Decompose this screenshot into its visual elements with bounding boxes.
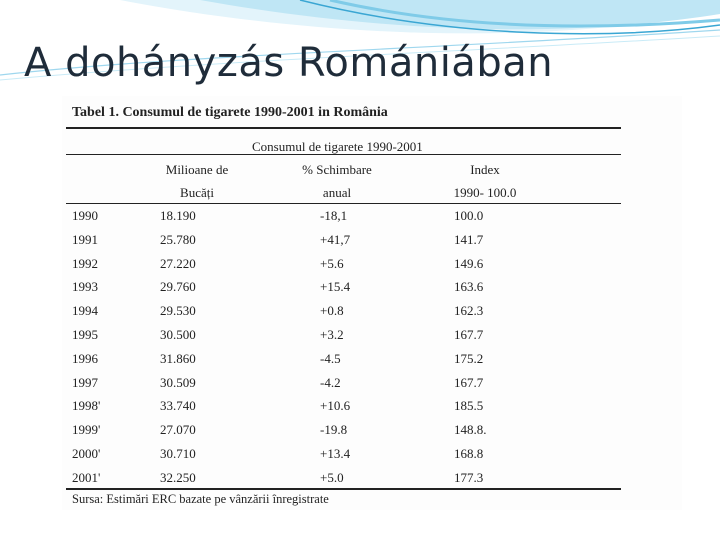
cell-change: -18,1 (320, 208, 348, 223)
cell-index: 149.6 (454, 255, 484, 271)
table-row (62, 275, 682, 299)
cell-millions: 27.220 (160, 255, 196, 271)
cell-millions: 18.190 (160, 208, 196, 223)
cell-year: 2000' (72, 445, 101, 461)
cell-index: 141.7 (454, 231, 484, 247)
table-bottom-rule (66, 488, 621, 490)
table-row (62, 394, 682, 418)
table-row (62, 228, 682, 252)
cell-millions: 30.710 (160, 445, 196, 461)
column-header-line: Milioane de (165, 162, 229, 177)
table-caption: Tabel 1. Consumul de tigarete 1990-2001 in România (72, 105, 388, 120)
cell-year: 1991 (72, 231, 98, 247)
cell-index: 148.8. (454, 422, 487, 438)
cell-millions: 25.780 (160, 231, 196, 247)
column-header-line: anual (322, 185, 352, 200)
table-row (62, 204, 682, 228)
column-header-millions (132, 158, 262, 204)
table-top-rule (66, 127, 621, 129)
cell-year: 1997 (72, 374, 98, 390)
cell-change: +13.4 (320, 445, 351, 461)
cell-index: 163.6 (454, 279, 484, 295)
cell-year: 1992 (72, 255, 98, 271)
column-header-change (272, 158, 402, 204)
cell-index: 185.5 (454, 398, 484, 414)
cell-change: -19.8 (320, 422, 348, 438)
cell-index: 177.3 (454, 469, 484, 485)
cell-millions: 27.070 (160, 422, 196, 438)
column-header-line: Bucăți (180, 185, 214, 200)
group-header-rule (66, 154, 621, 155)
column-header-line: % Schimbare (302, 162, 372, 177)
table-source-note: Sursa: Estimări ERC bazate pe vânzării înregistrate (72, 492, 329, 506)
cell-year: 1996 (72, 350, 98, 366)
cell-year: 1995 (72, 326, 98, 342)
cell-millions: 29.530 (160, 303, 196, 319)
table-row (62, 442, 682, 466)
cell-change: +0.8 (320, 303, 344, 319)
table-row (62, 299, 682, 323)
cell-millions: 33.740 (160, 398, 196, 414)
column-header-index (420, 158, 550, 204)
table-row (62, 371, 682, 395)
cell-change: +5.6 (320, 255, 344, 271)
cell-year: 2001' (72, 469, 101, 485)
cell-year: 1999' (72, 422, 101, 438)
table-row (62, 252, 682, 276)
cell-change: +5.0 (320, 469, 344, 485)
cell-year: 1990 (72, 208, 98, 223)
cell-index: 167.7 (454, 374, 484, 390)
table-body (62, 204, 682, 490)
table-row (62, 347, 682, 371)
slide-title: A dohányzás Romániában (24, 40, 554, 86)
cell-year: 1998' (72, 398, 101, 414)
cell-millions: 32.250 (160, 469, 196, 485)
cell-year: 1993 (72, 279, 98, 295)
group-header: Consumul de tigarete 1990-2001 (252, 139, 423, 154)
cell-millions: 31.860 (160, 350, 196, 366)
cell-change: +3.2 (320, 326, 344, 342)
table-row (62, 418, 682, 442)
cell-millions: 29.760 (160, 279, 196, 295)
cell-year: 1994 (72, 303, 98, 319)
cell-change: -4.2 (320, 374, 341, 390)
cell-millions: 30.509 (160, 374, 196, 390)
table-row (62, 466, 682, 490)
cell-change: +10.6 (320, 398, 351, 414)
cell-index: 100.0 (454, 208, 484, 223)
cell-index: 175.2 (454, 350, 484, 366)
table-row (62, 323, 682, 347)
cell-change: +41,7 (320, 231, 351, 247)
cell-index: 167.7 (454, 326, 484, 342)
cell-index: 168.8 (454, 445, 484, 461)
cell-change: -4.5 (320, 350, 341, 366)
column-header-line: 1990- 100.0 (453, 185, 517, 200)
cell-millions: 30.500 (160, 326, 196, 342)
cell-change: +15.4 (320, 279, 351, 295)
column-header-line: Index (470, 162, 500, 177)
cell-index: 162.3 (454, 303, 484, 319)
cigarette-consumption-table (62, 96, 682, 510)
